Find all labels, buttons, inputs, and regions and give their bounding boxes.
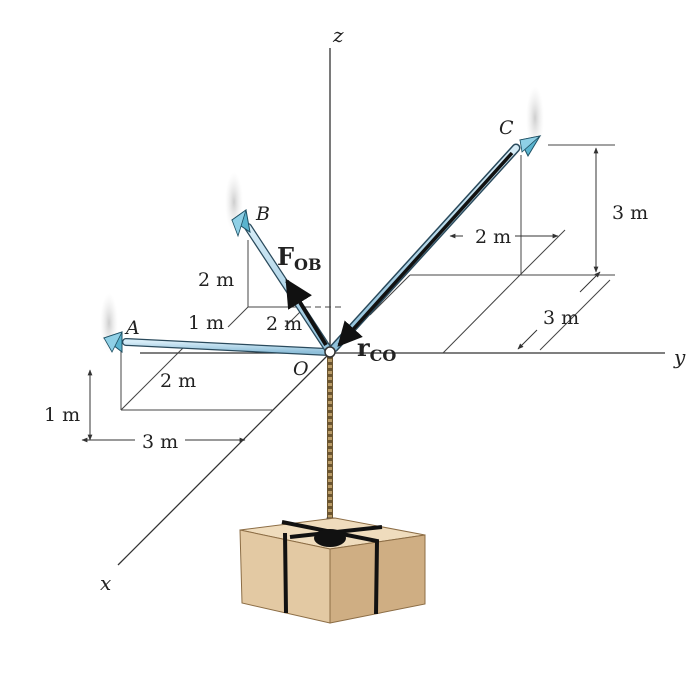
origin-ring (325, 347, 335, 357)
z-axis-label: z (333, 23, 344, 47)
dim-a-x: 3 m (142, 431, 179, 453)
rope (327, 353, 334, 536)
dim-a-height: 1 m (44, 404, 81, 426)
dim-c-y: 3 m (543, 307, 580, 329)
dim-c-height: 3 m (612, 202, 649, 224)
dim-c-x: 2 m (475, 226, 512, 248)
cables (126, 148, 516, 352)
dim-a-y: 2 m (160, 370, 197, 392)
dimension-arrows (82, 148, 600, 440)
point-o-label: O (293, 358, 309, 380)
x-axis-label: x (100, 571, 112, 595)
force-ob-label: FOB (277, 242, 322, 274)
position-co-label: rCO (357, 333, 397, 365)
point-a-label: A (126, 317, 140, 339)
smoke-puffs (100, 86, 544, 353)
dim-b-y: 1 m (188, 312, 225, 334)
box (240, 518, 425, 623)
y-axis-label: y (674, 345, 686, 369)
position-co-vector (339, 153, 512, 345)
dim-b-x: 2 m (266, 313, 303, 335)
point-c-label: C (499, 117, 514, 139)
point-b-label: B (256, 203, 270, 225)
vectors (287, 153, 512, 345)
dim-b-height: 2 m (198, 269, 235, 291)
